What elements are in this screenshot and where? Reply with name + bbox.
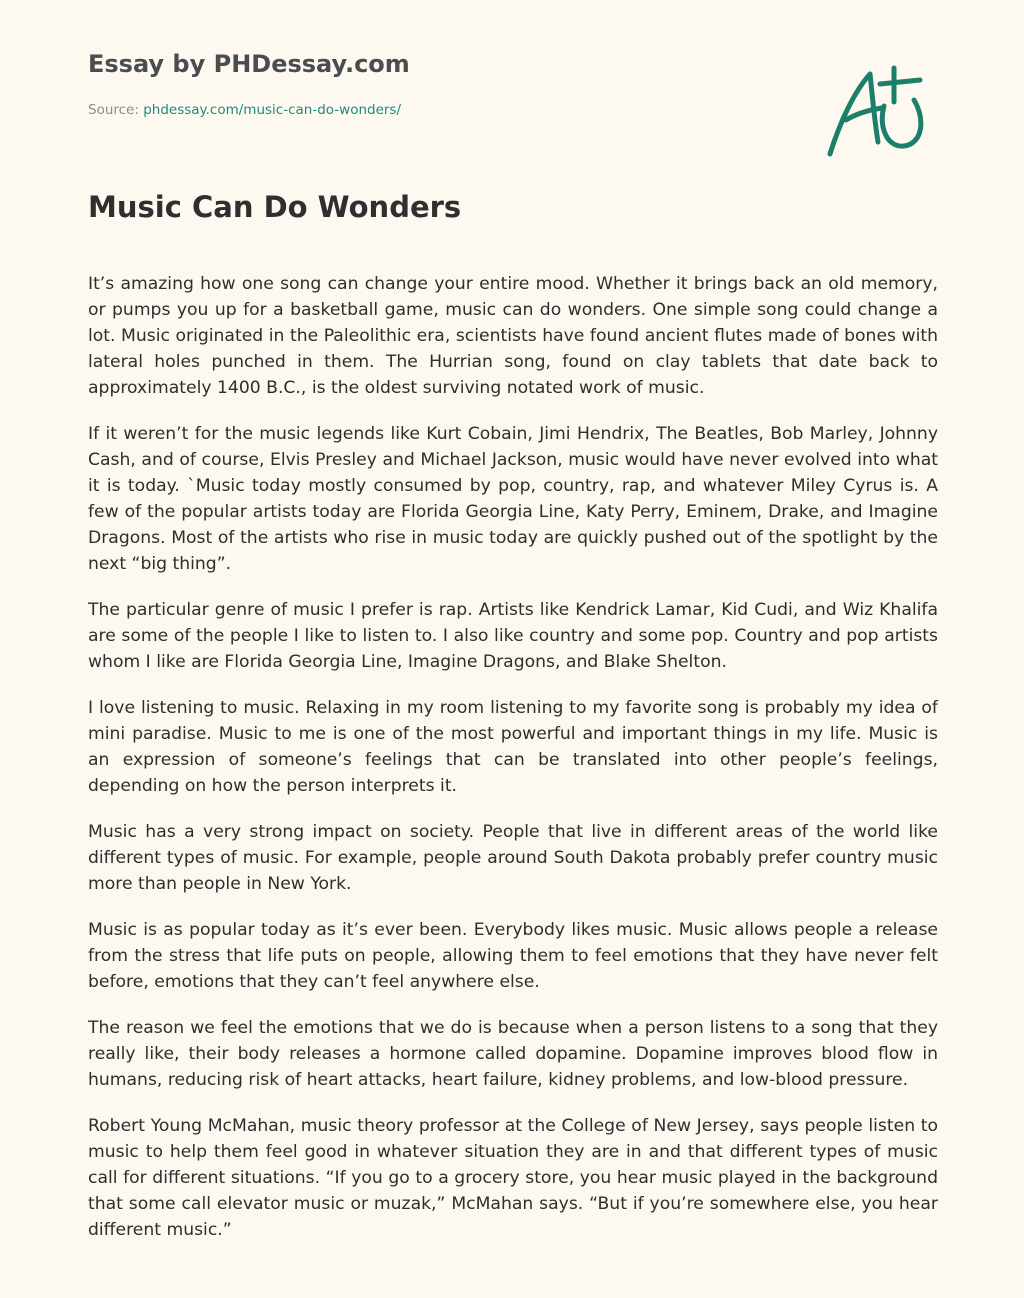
a-plus-logo-icon <box>822 62 932 162</box>
essay-paragraph: Music is as popular today as it’s ever been. Everybody likes music. Music allows people a release from the stress that life puts on people, allowing them to feel emotions that they have never felt before, emotions that they can’t feel anywhere else. <box>88 920 938 992</box>
site-title: Essay by PHDessay.com <box>88 50 410 78</box>
essay-paragraph: If it weren’t for the music legends like Kurt Cobain, Jimi Hendrix, The Beatles, Bob Marley, Johnny Cash, and of course, Elvis Presley and Michael Jackson, music would have never evolved into what it is today. `Music today mostly consumed by pop, country, rap, and whatever Miley Cyrus is. A few of the popular artists today are Florida Georgia Line, Katy Perry, Eminem, Drake, and Imagine Dragons. Most of the artists who rise in music today are quickly pushed out of the spotlight by the next “big thing”. <box>88 424 938 574</box>
essay-paragraph: It’s amazing how one song can change your entire mood. Whether it brings back an old memory, or pumps you up for a basketball game, music can do wonders. One simple song could change a lot. Music originated in the Paleolithic era, scientists have found ancient flutes made of bones with lateral holes punched in them. The Hurrian song, found on clay tablets that date back to approximately 1400 B.C., is the oldest surviving notated work of music. <box>88 274 938 398</box>
essay-title: Music Can Do Wonders <box>88 190 462 224</box>
essay-paragraph: Music has a very strong impact on society. People that live in different areas of the world like different types of music. For example, people around South Dakota probably prefer country music more than people in New York. <box>88 822 938 894</box>
essay-paragraph: The particular genre of music I prefer is rap. Artists like Kendrick Lamar, Kid Cudi, and Wiz Khalifa are some of the people I like to listen to. I also like country and some pop. Country and pop artists whom I like are Florida Georgia Line, Imagine Dragons, and Blake Shelton. <box>88 600 938 672</box>
essay-body <box>88 271 938 1263</box>
source-link[interactable]: phdessay.com/music-can-do-wonders/ <box>143 102 402 118</box>
essay-paragraph: The reason we feel the emotions that we do is because when a person listens to a song that they really like, their body releases a hormone called dopamine. Dopamine improves blood flow in humans, reducing risk of heart attacks, heart failure, kidney problems, and low-blood pressure. <box>88 1018 938 1090</box>
essay-paragraph: Robert Young McMahan, music theory professor at the College of New Jersey, says people listen to music to help them feel good in whatever situation they are in and that different types of music call for different situations. “If you go to a grocery store, you hear music played in the background that some call elevator music or muzak,” McMahan says. “But if you’re somewhere else, you hear different music.” <box>88 1116 938 1240</box>
source-line <box>88 102 401 118</box>
source-label: Source: <box>88 102 144 118</box>
essay-paragraph: I love listening to music. Relaxing in my room listening to my favorite song is probably my idea of mini paradise. Music to me is one of the most powerful and important things in my life. Music is an expression of someone’s feelings that can be translated into other people’s feelings, depending on how the person interprets it. <box>88 698 938 796</box>
